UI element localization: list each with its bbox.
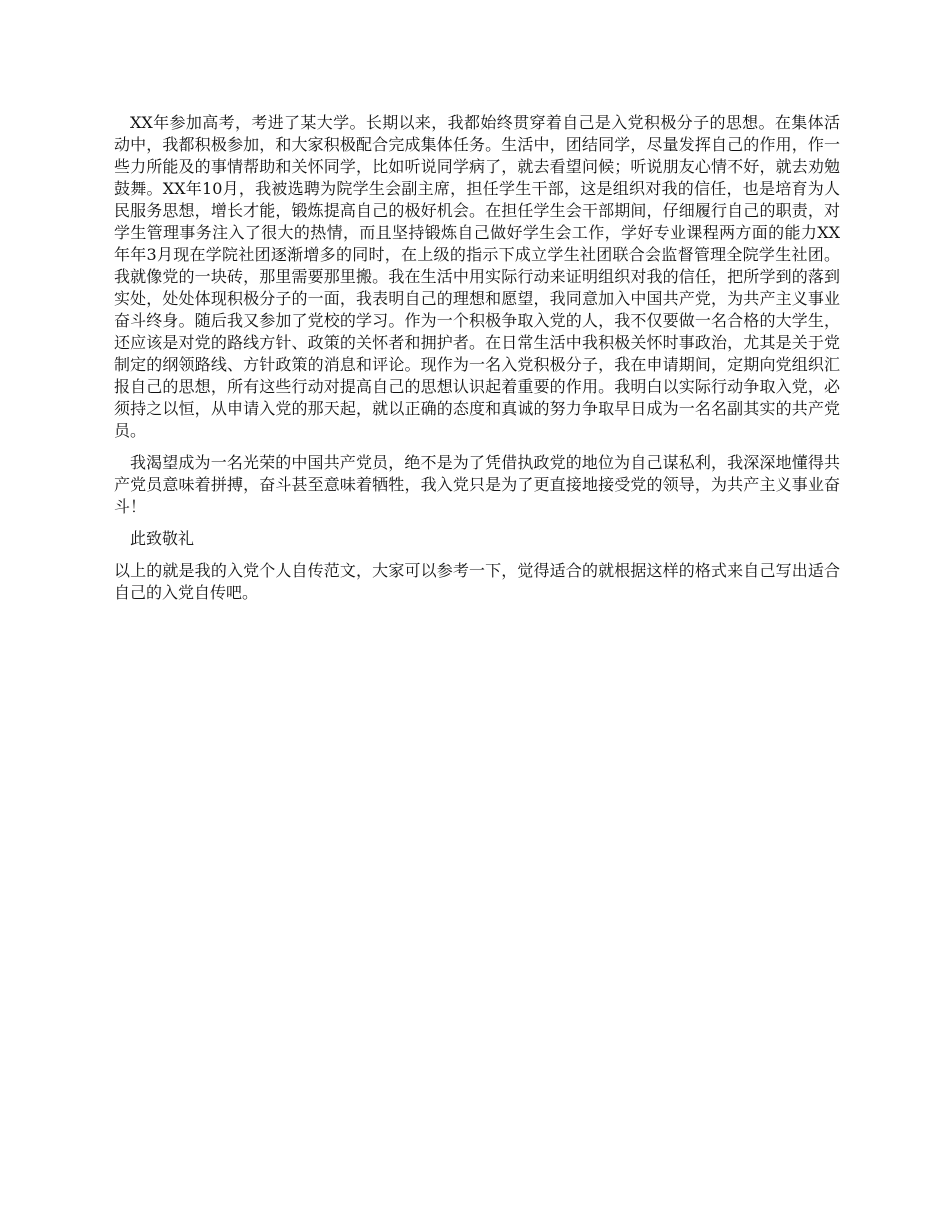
footer-note: 以上的就是我的入党个人自传范文，大家可以参考一下，觉得适合的就根据这样的格式来自己写出适合自己的入党自传吧。 [114,561,840,602]
document-page [114,112,840,614]
closing-salutation: 此致敬礼 [130,529,195,548]
body-paragraph-2: 我渴望成为一名光荣的中国共产党员，绝不是为了凭借执政党的地位为自己谋私利，我深深地懂得共产党员意味着拼搏，奋斗甚至意味着牺牲，我入党只是为了更直接地接受党的领导，为共产主义事业奋斗！ [114,453,840,516]
body-paragraph-1: XX年参加高考，考进了某大学。长期以来，我都始终贯穿着自己是入党积极分子的思想。在集体活动中，我都积极参加，和大家积极配合完成集体任务。生活中，团结同学，尽量发挥自己的作用，作一些力所能及的事情帮助和关怀同学，比如听说同学病了，就去看望问候；听说朋友心情不好，就去劝勉鼓舞。XX年10月，我被选聘为院学生会副主席，担任学生干部，这是组织对我的信任，也是培育为人民服务思想，增长才能，锻炼提高自己的极好机会。在担任学生会干部期间，仔细履行自己的职责，对学生管理事务注入了很大的热情，而且坚持锻炼自己做好学生会工作，学好专业课程两方面的能力XX年年3月现在学院社团逐渐增多的同时，在上级的指示下成立学生社团联合会监督管理全院学生社团。我就像党的一块砖，那里需要那里搬。我在生活中用实际行动来证明组织对我的信任，把所学到的落到实处，处处体现积极分子的一面，我表明自己的理想和愿望，我同意加入中国共产党，为共产主义事业奋斗终身。随后我又参加了党校的学习。作为一个积极争取入党的人，我不仅要做一名合格的大学生，还应该是对党的路线方针、政策的关怀者和拥护者。在日常生活中我积极关怀时事政治，尤其是关于党制定的纲领路线、方针政策的消息和评论。现作为一名入党积极分子，我在申请期间，定期向党组织汇报自己的思想，所有这些行动对提高自己的思想认识起着重要的作用。我明白以实际行动争取入党，必须持之以恒，从申请入党的那天起，就以正确的态度和真诚的努力争取早日成为一名名副其实的共产党员。 [114,113,840,440]
